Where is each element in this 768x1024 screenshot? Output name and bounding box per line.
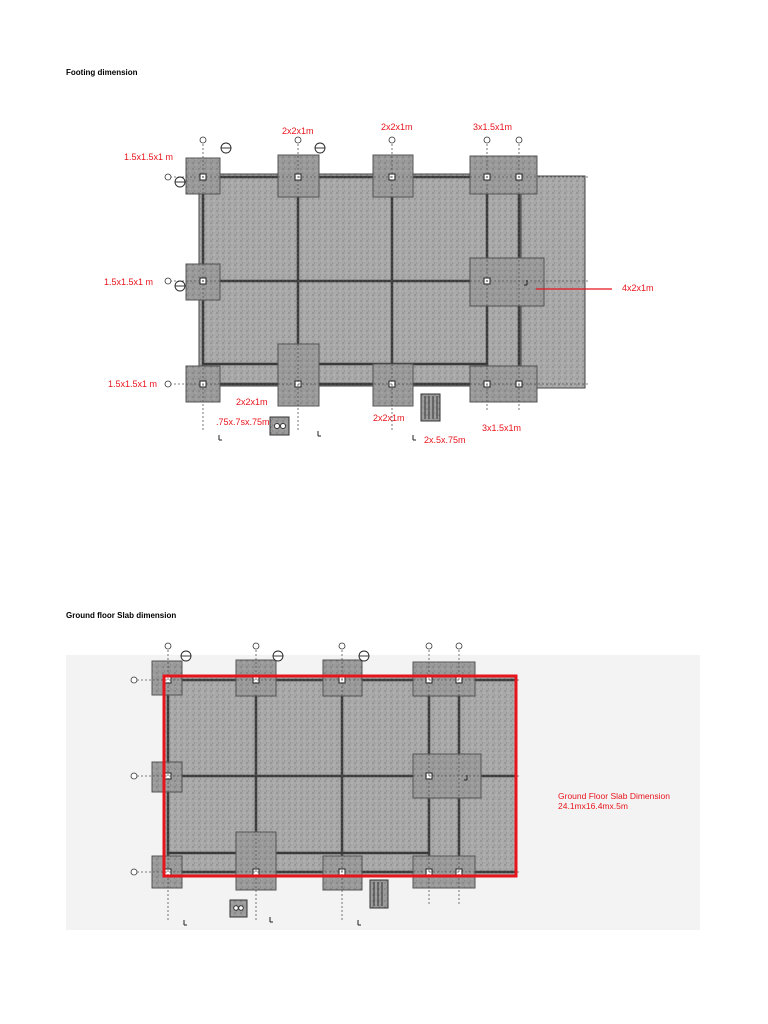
footing-label-mid-left: 1.5x1.5x1 m (104, 277, 154, 287)
slab-small-pad (230, 900, 247, 917)
footing-label-top-col2: 2x2x1m (282, 126, 314, 136)
slab-stair (370, 880, 388, 908)
slab-annotation-line1: Ground Floor Slab Dimension (558, 791, 670, 801)
footing-label-bot-col3: 2x2x1m (373, 413, 405, 423)
footing-stair (421, 394, 440, 421)
footing-label-small: .75x.7sx.75m (216, 417, 270, 427)
footing-label-bot-col2: 2x2x1m (236, 397, 268, 407)
footing-dimension-heading: Footing dimension (66, 68, 138, 77)
footing-small-pad (270, 417, 289, 435)
footing-label-top-left: 1.5x1.5x1 m (124, 152, 174, 162)
footing-plan (104, 122, 654, 445)
slab-annotation-line2: 24.1mx16.4mx.5m (558, 801, 628, 811)
footing-label-top-col3: 2x2x1m (381, 122, 413, 132)
footing-label-bot-left: 1.5x1.5x1 m (108, 379, 158, 389)
footing-label-bot-col4: 3x1.5x1m (482, 423, 522, 433)
slab-plan (66, 643, 700, 930)
footing-label-stair: 2x.5x.75m (424, 435, 466, 445)
footing-label-top-col4: 3x1.5x1m (473, 122, 513, 132)
footing-label-right: 4x2x1m (622, 283, 654, 293)
slab-dimension-heading: Ground floor Slab dimension (66, 611, 177, 620)
